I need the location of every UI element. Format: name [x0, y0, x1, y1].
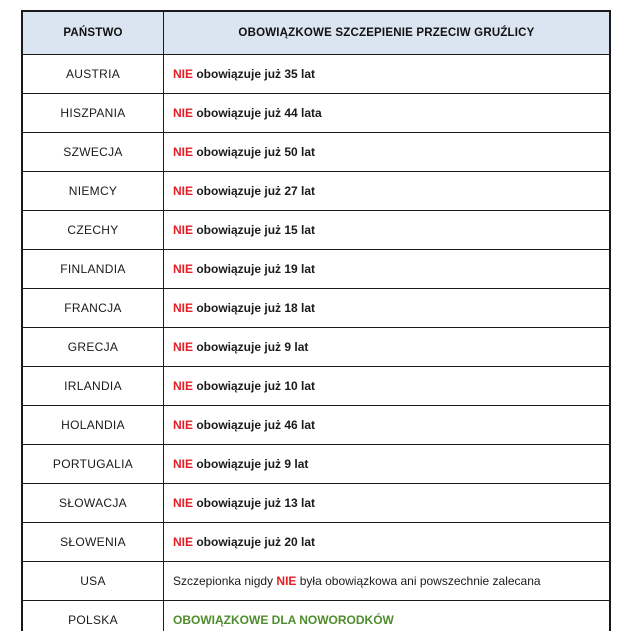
table-row: [22, 172, 610, 211]
status-text-segment: obowiązuje już 35 lat: [193, 67, 316, 81]
status-text-segment: obowiązuje już 19 lat: [193, 262, 316, 276]
status-text-segment: NIE: [173, 418, 194, 432]
status-text-segment: NIE: [173, 106, 194, 120]
status-text-segment: obowiązuje już 46 lat: [193, 418, 316, 432]
status-text-segment: NIE: [173, 496, 194, 510]
table-row: [22, 250, 610, 289]
status-text-segment: obowiązuje już 13 lat: [193, 496, 316, 510]
status-cell: [164, 562, 611, 601]
table-row: [22, 406, 610, 445]
status-cell: [164, 250, 611, 289]
status-text-segment: NIE: [173, 145, 194, 159]
country-cell: SŁOWENIA: [22, 523, 164, 562]
country-cell: HISZPANIA: [22, 94, 164, 133]
status-text-segment: Szczepionka nigdy: [173, 574, 277, 588]
status-text-segment: obowiązuje już 10 lat: [193, 379, 316, 393]
country-cell: POLSKA: [22, 601, 164, 631]
table-row: [22, 133, 610, 172]
status-text-segment: OBOWIĄZKOWE DLA NOWORODKÓW: [173, 613, 394, 627]
header-row: [22, 11, 610, 55]
table-row: [22, 523, 610, 562]
country-cell: FRANCJA: [22, 289, 164, 328]
status-cell: [164, 133, 611, 172]
country-cell: FINLANDIA: [22, 250, 164, 289]
status-text-segment: obowiązuje już 15 lat: [193, 223, 316, 237]
status-text-segment: obowiązuje już 20 lat: [193, 535, 316, 549]
status-text-segment: obowiązuje już 9 lat: [193, 340, 309, 354]
status-text-segment: NIE: [173, 262, 194, 276]
status-cell: [164, 445, 611, 484]
status-text-segment: NIE: [173, 184, 194, 198]
country-cell: NIEMCY: [22, 172, 164, 211]
status-text-segment: obowiązuje już 18 lat: [193, 301, 316, 315]
table-row: [22, 484, 610, 523]
table-row: [22, 211, 610, 250]
vaccination-table: [21, 10, 611, 631]
status-text-segment: NIE: [173, 67, 194, 81]
table-row: [22, 601, 610, 631]
status-text-segment: NIE: [173, 457, 194, 471]
country-cell: PORTUGALIA: [22, 445, 164, 484]
status-cell: [164, 484, 611, 523]
status-text-segment: NIE: [173, 535, 194, 549]
status-text-segment: NIE: [173, 301, 194, 315]
status-text-segment: obowiązuje już 44 lata: [193, 106, 322, 120]
status-cell: [164, 211, 611, 250]
country-cell: SZWECJA: [22, 133, 164, 172]
country-cell: IRLANDIA: [22, 367, 164, 406]
table-row: [22, 55, 610, 94]
status-text-segment: obowiązuje już 9 lat: [193, 457, 309, 471]
country-cell: CZECHY: [22, 211, 164, 250]
table-row: [22, 94, 610, 133]
table-row: [22, 289, 610, 328]
table-header: [22, 11, 610, 55]
table-row: [22, 328, 610, 367]
status-text-segment: NIE: [173, 379, 194, 393]
header-cell-country: PAŃSTWO: [22, 11, 164, 55]
status-cell: [164, 172, 611, 211]
country-cell: HOLANDIA: [22, 406, 164, 445]
status-cell: [164, 289, 611, 328]
table-row: [22, 562, 610, 601]
header-cell-status: OBOWIĄZKOWE SZCZEPIENIE PRZECIW GRUŹLICY: [164, 11, 611, 55]
status-text-segment: NIE: [173, 340, 194, 354]
table-row: [22, 367, 610, 406]
status-cell: [164, 94, 611, 133]
status-cell: [164, 328, 611, 367]
country-cell: USA: [22, 562, 164, 601]
status-cell: [164, 367, 611, 406]
status-cell: [164, 406, 611, 445]
country-cell: GRECJA: [22, 328, 164, 367]
table-body: [22, 55, 610, 631]
country-cell: SŁOWACJA: [22, 484, 164, 523]
status-cell: [164, 55, 611, 94]
country-cell: AUSTRIA: [22, 55, 164, 94]
table-row: [22, 445, 610, 484]
status-text-segment: NIE: [276, 574, 297, 588]
status-text-segment: była obowiązkowa ani powszechnie zalecana: [296, 574, 541, 588]
status-cell: [164, 523, 611, 562]
status-cell: [164, 601, 611, 631]
status-text-segment: NIE: [173, 223, 194, 237]
status-text-segment: obowiązuje już 27 lat: [193, 184, 316, 198]
status-text-segment: obowiązuje już 50 lat: [193, 145, 316, 159]
